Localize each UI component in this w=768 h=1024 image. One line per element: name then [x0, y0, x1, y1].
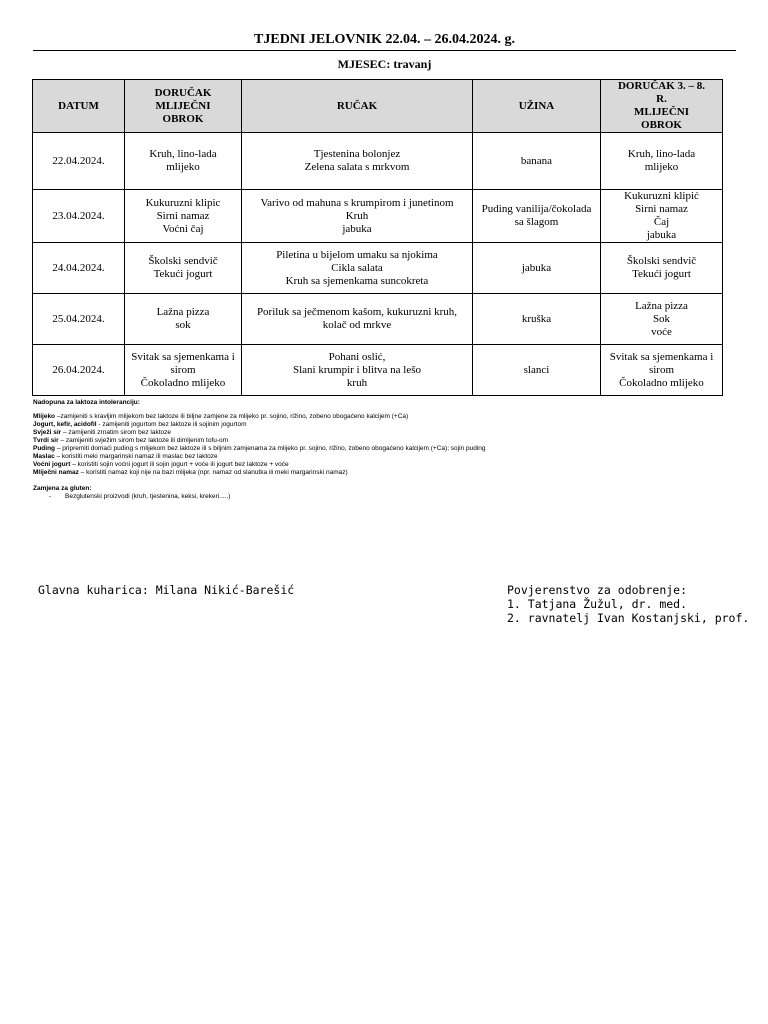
cell-snack: jabuka [473, 243, 601, 294]
chef-signature [38, 583, 294, 597]
cell-date: 23.04.2024. [33, 190, 125, 243]
header-lunch: RUČAK [242, 80, 473, 133]
cell-lunch: Tjestenina bolonjez Zelena salata s mrkvom [242, 133, 473, 190]
note-text: – koristiti namaz koji nije na bazi mlijeka (npr. namaz od slanutka ili meki margarinski namaz) [78, 469, 348, 476]
note-item [33, 421, 733, 429]
note-term: Svježi sir [33, 429, 62, 436]
note-text: – zamijeniti zrnatim sirom bez laktoze [61, 429, 172, 436]
cell-snack: slanci [473, 345, 601, 396]
note-item [33, 413, 733, 421]
lactose-notes [33, 399, 733, 501]
committee-member: 1. Tatjana Žužul, dr. med. [507, 597, 688, 611]
header-date: DATUM [33, 80, 125, 133]
list-dash: - [49, 493, 52, 500]
weekly-menu-table [32, 79, 723, 396]
cell-date: 25.04.2024. [33, 294, 125, 345]
cell-breakfast-older: Kukuruzni klipić Sirni namaz Čaj jabuka [601, 190, 723, 243]
cell-breakfast: Školski sendvič Tekući jogurt [125, 243, 242, 294]
cell-breakfast-older: Svitak sa sjemenkama i sirom Čokoladno mlijeko [601, 345, 723, 396]
chef-name: Glavna kuharica: Milana Nikić-Barešić [38, 583, 295, 597]
note-text: - zamijeniti jogurtom bez laktoze ili sojinim jogurtom [96, 421, 247, 428]
lactose-notes-heading: Nadopuna za laktoza intoleranciju: [33, 399, 140, 406]
note-term: Maslac [33, 453, 55, 460]
note-item [33, 437, 733, 445]
table-row [33, 345, 723, 396]
cell-lunch: Poriluk sa ječmenom kašom, kukuruzni kruh, kolač od mrkve [242, 294, 473, 345]
gluten-item [33, 493, 733, 501]
note-item [33, 453, 733, 461]
month-subtitle: MJESEC: travanj [337, 57, 432, 71]
cell-lunch: Pohani oslić, Slani krumpir i blitva na lešo kruh [242, 345, 473, 396]
cell-breakfast-older: Školski sendvič Tekući jogurt [601, 243, 723, 294]
cell-date: 22.04.2024. [33, 133, 125, 190]
table-row [33, 294, 723, 345]
cell-lunch: Varivo od mahuna s krumpirom i junetinom Kruh jabuka [242, 190, 473, 243]
note-term: Tvrdi sir [33, 437, 59, 444]
cell-breakfast-older: Kruh, lino-lada mlijeko [601, 133, 723, 190]
committee-title: Povjerenstvo za odobrenje: [507, 583, 688, 597]
cell-breakfast: Kruh, lino-lada mlijeko [125, 133, 242, 190]
note-item [33, 445, 733, 453]
table-header-row [33, 80, 723, 133]
cell-snack: Puding vanilija/čokolada sa šlagom [473, 190, 601, 243]
note-term: Mlijeko [33, 413, 56, 420]
document-title: TJEDNI JELOVNIK 22.04. – 26.04.2024. g. [33, 32, 736, 51]
table-row [33, 190, 723, 243]
gluten-heading: Zamjena za gluten: [33, 485, 92, 492]
note-term: Jogurt, kefir, acidofil [33, 421, 97, 428]
approval-committee [507, 583, 749, 625]
cell-snack: kruška [473, 294, 601, 345]
note-item [33, 469, 733, 477]
table-row [33, 133, 723, 190]
note-text: – zamijeniti svježim sirom bez laktoze ili dimljenim tofu-om [58, 437, 229, 444]
note-term: Puding [33, 445, 56, 452]
cell-date: 24.04.2024. [33, 243, 125, 294]
cell-snack: banana [473, 133, 601, 190]
note-text: – pripremiti domaći puding s mlijekom bez laktoze ili s biljnim zamjenama za mlijeko pr. sojino, rižino, zobeno obogaćeno kalcijem (+Ca); sojin puding [55, 445, 486, 452]
gluten-item-text: Bezglutenski proizvodi (kruh, tjestenina, keksi, krekeri.....) [65, 493, 231, 500]
committee-member: 2. ravnatelj Ivan Kostanjski, prof. [507, 611, 750, 625]
cell-breakfast: Kukuruzni klipic Sirni namaz Voćni čaj [125, 190, 242, 243]
header-breakfast-older: DORUČAK 3. – 8. R. MLIJEČNI OBROK [601, 80, 723, 133]
note-text: – koristiti meki margarinski namaz ili maslac bez laktoze [54, 453, 218, 460]
note-item [33, 429, 733, 437]
header-snack: UŽINA [473, 80, 601, 133]
cell-lunch: Piletina u bijelom umaku sa njokima Cikla salata Kruh sa sjemenkama suncokreta [242, 243, 473, 294]
cell-breakfast: Svitak sa sjemenkama i sirom Čokoladno mlijeko [125, 345, 242, 396]
note-term: Mliječni namaz [33, 469, 79, 476]
table-row [33, 243, 723, 294]
cell-breakfast: Lažna pizza sok [125, 294, 242, 345]
header-breakfast: DORUČAK MLIJEČNI OBROK [125, 80, 242, 133]
note-item [33, 461, 733, 469]
note-term: Voćni jogurt [33, 461, 71, 468]
cell-breakfast-older: Lažna pizza Sok voće [601, 294, 723, 345]
note-text: – koristiti sojin voćni jogurt ili sojin jogurt + voće ili jogurt bez laktoze + voće [70, 461, 289, 468]
cell-date: 26.04.2024. [33, 345, 125, 396]
note-text: –zamijeniti s kravljim mlijekom bez laktoze ili biljne zamjene za mlijeko pr. sojino, rižino, zobeno obogaćeno kalcijem (+Ca) [55, 413, 409, 420]
